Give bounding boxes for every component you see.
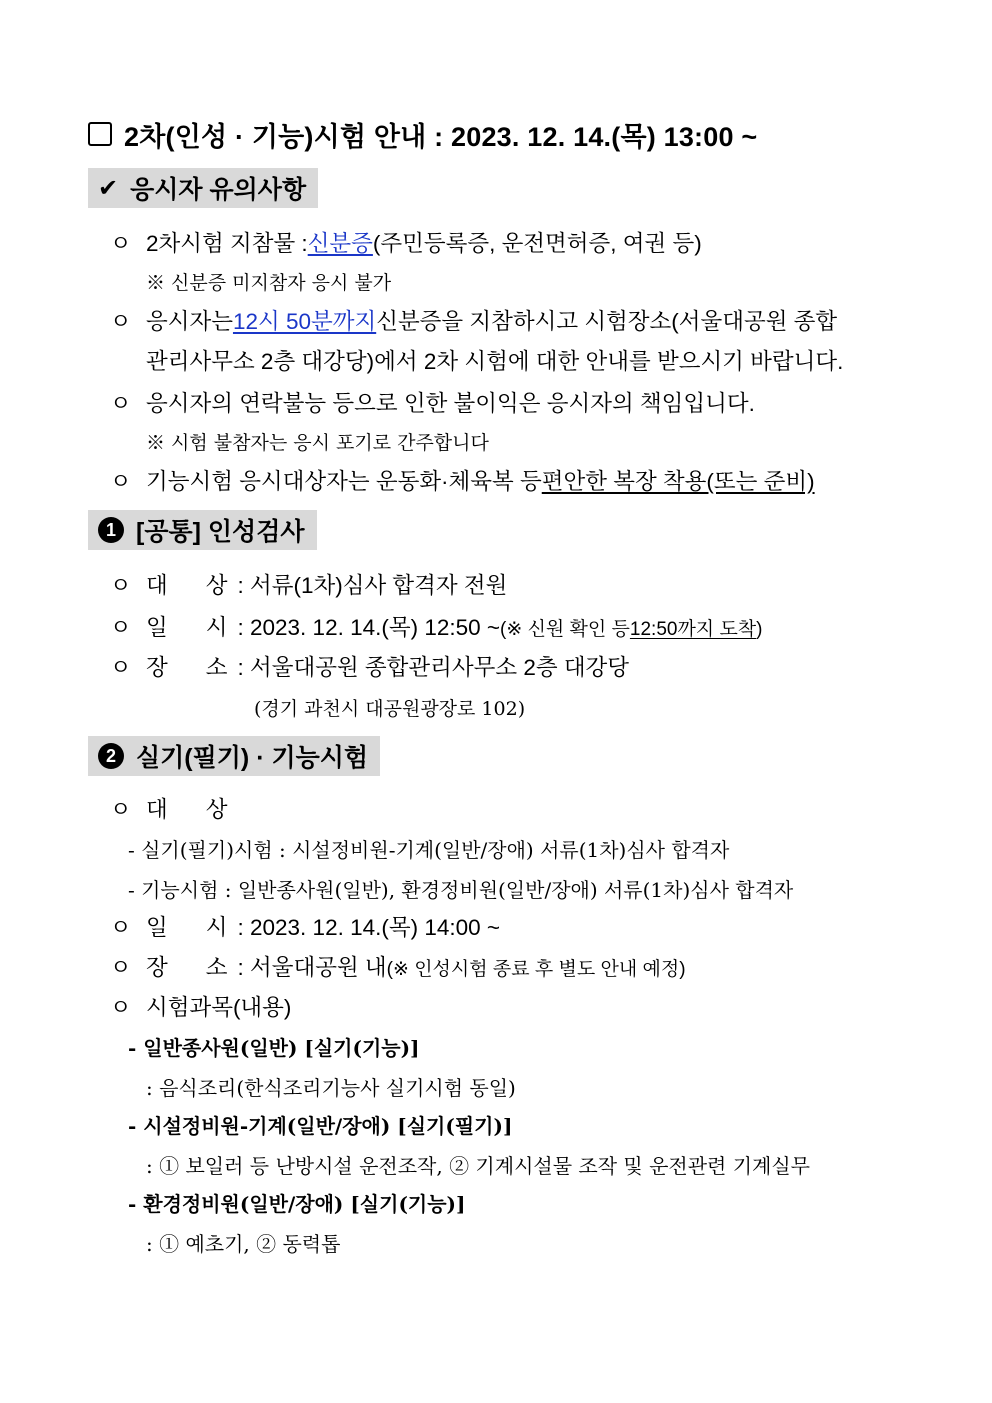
section1-header bbox=[88, 510, 317, 550]
label-part: 장 bbox=[146, 955, 168, 980]
bullet-icon: ㅇ bbox=[110, 797, 132, 822]
notice-section-header bbox=[88, 168, 318, 208]
section2-header bbox=[88, 736, 380, 776]
section1-target: : 서류(1차)심사 합격자 전원 bbox=[237, 573, 508, 598]
notice-item-4 bbox=[110, 464, 815, 496]
section2-subjects-label: 시험과목(내용) bbox=[146, 995, 292, 1020]
section2-date: : 2023. 12. 14.(목) 14:00 ~ bbox=[237, 915, 501, 940]
label-part: 소 bbox=[205, 955, 228, 980]
section2-target-1: - 실기(필기)시험 : 시설정비원-기계(일반/장애) 서류(1차)심사 합격자 bbox=[128, 838, 730, 862]
title-text: 2차(인성 · 기능)시험 안내 : 2023. 12. 14.(목) 13:00 ~ bbox=[124, 121, 758, 152]
section1-header-text: [공통] 인성검사 bbox=[136, 518, 305, 546]
section2-subjects-row bbox=[110, 990, 291, 1022]
checkbox-icon bbox=[88, 122, 112, 146]
notice-item-4-underline: 편안한 복장 착용(또는 준비) bbox=[541, 469, 815, 494]
label-part: 장 bbox=[146, 655, 168, 680]
notice-item-2-continuation: 관리사무소 2층 대강당)에서 2차 시험에 대한 안내를 받으시기 바랍니다. bbox=[146, 349, 844, 374]
bullet-icon: ㅇ bbox=[110, 573, 132, 598]
label-part: 상 bbox=[205, 573, 228, 598]
notice-item-1-link: 신분증 bbox=[307, 231, 373, 256]
section2-date-row bbox=[110, 910, 500, 942]
subject-1-desc: : 음식조리(한식조리기능사 실기시험 동일) bbox=[146, 1076, 516, 1100]
section1-date-row bbox=[110, 610, 762, 642]
notice-item-2 bbox=[110, 304, 837, 336]
section2-target-2: - 기능시험 : 일반종사원(일반), 환경정비원(일반/장애) 서류(1차)심사 합격자 bbox=[128, 878, 794, 902]
notice-item-3-text: 응시자의 연락불능 등으로 인한 불이익은 응시자의 책임입니다. bbox=[146, 391, 755, 416]
bullet-icon: ㅇ bbox=[110, 615, 132, 640]
label-part: 일 bbox=[146, 615, 168, 640]
notice-item-2-pre: 응시자는 bbox=[146, 309, 233, 334]
bullet-icon: ㅇ bbox=[110, 391, 132, 416]
bullet-icon: ㅇ bbox=[110, 231, 132, 256]
bullet-icon: ㅇ bbox=[110, 655, 132, 680]
section1-address: (경기 과천시 대공원광장로 102) bbox=[254, 698, 526, 720]
notice-note-1: ※ 신분증 미지참자 응시 불가 bbox=[146, 272, 392, 294]
section2-header-text: 실기(필기) · 기능시험 bbox=[136, 744, 369, 772]
notice-item-2-post: 신분증을 지참하시고 시험장소(서울대공원 종합 bbox=[376, 309, 838, 334]
notice-item-1-pre: 2차시험 지참물 : bbox=[146, 231, 308, 256]
section1-place: : 서울대공원 종합관리사무소 2층 대강당 bbox=[237, 655, 630, 680]
subject-1-title: - 일반종사원(일반) [실기(기능)] bbox=[128, 1036, 420, 1060]
bullet-icon: ㅇ bbox=[110, 995, 132, 1020]
number-2-icon: 2 bbox=[98, 743, 124, 769]
section1-date-note-post: ) bbox=[756, 619, 763, 640]
notice-header-text: 응시자 유의사항 bbox=[130, 176, 307, 204]
checkmark-icon: ✔ bbox=[98, 174, 119, 202]
bullet-icon: ㅇ bbox=[110, 955, 132, 980]
label-part: 대 bbox=[146, 797, 168, 822]
subject-2-desc: : ① 보일러 등 난방시설 운전조작, ② 기계시설물 조작 및 운전관련 기계실무 bbox=[146, 1154, 810, 1178]
label-part: 시 bbox=[205, 615, 228, 640]
label-part: 일 bbox=[146, 915, 168, 940]
number-1-icon: 1 bbox=[98, 517, 124, 543]
subject-3-title: - 환경정비원(일반/장애) [실기(기능)] bbox=[128, 1192, 466, 1216]
section2-target-row bbox=[110, 792, 228, 824]
section1-target-row bbox=[110, 568, 507, 600]
section2-place-row bbox=[110, 950, 686, 982]
section1-place-row bbox=[110, 650, 629, 682]
section1-date-note-underline: 12:50까지 도착 bbox=[629, 619, 757, 640]
subject-3-desc: : ① 예초기, ② 동력톱 bbox=[146, 1232, 341, 1256]
subject-2-title: - 시설정비원-기계(일반/장애) [실기(필기)] bbox=[128, 1114, 513, 1138]
section2-place-note: (※ 인성시험 종료 후 별도 안내 예정) bbox=[386, 959, 686, 980]
label-part: 시 bbox=[205, 915, 228, 940]
label-part: 대 bbox=[146, 573, 168, 598]
bullet-icon: ㅇ bbox=[110, 915, 132, 940]
bullet-icon: ㅇ bbox=[110, 309, 132, 334]
section2-place: : 서울대공원 내 bbox=[237, 955, 387, 980]
notice-item-3 bbox=[110, 386, 755, 418]
document-title bbox=[88, 114, 757, 154]
notice-note-2: ※ 시험 불참자는 응시 포기로 간주합니다 bbox=[146, 432, 489, 454]
notice-item-2-link: 12시 50분까지 bbox=[232, 309, 377, 334]
notice-item-1 bbox=[110, 226, 702, 258]
section1-date-note-pre: (※ 신원 확인 등 bbox=[500, 619, 630, 640]
bullet-icon: ㅇ bbox=[110, 469, 132, 494]
section1-date: : 2023. 12. 14.(목) 12:50 ~ bbox=[237, 615, 501, 640]
label-part: 소 bbox=[205, 655, 228, 680]
label-part: 상 bbox=[205, 797, 228, 822]
notice-item-4-pre: 기능시험 응시대상자는 운동화·체육복 등 bbox=[146, 469, 542, 494]
notice-item-1-post: (주민등록증, 운전면허증, 여권 등) bbox=[372, 231, 702, 256]
